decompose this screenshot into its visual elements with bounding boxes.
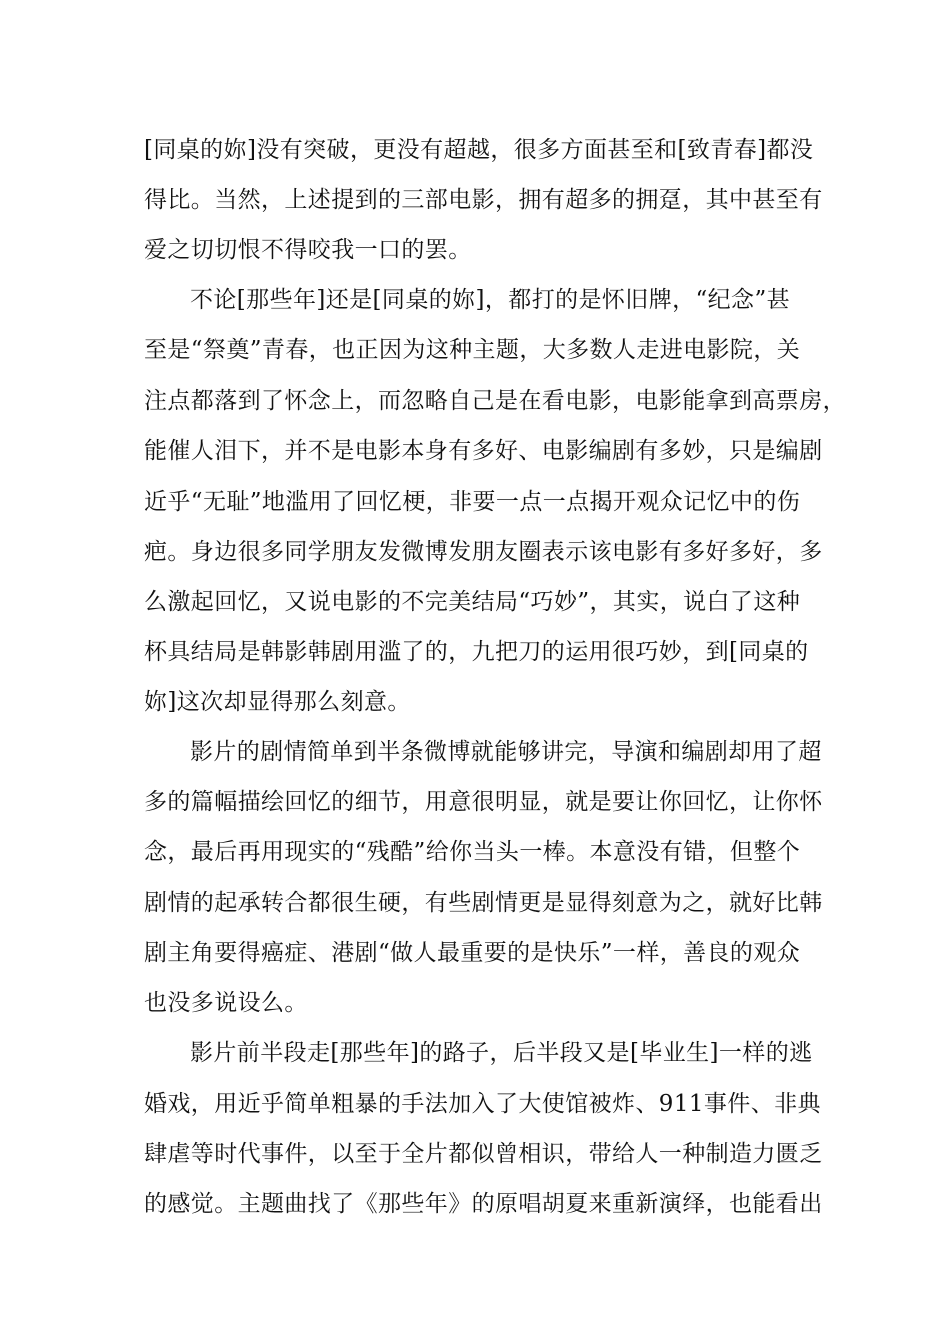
text-line: 念，最后再用现实的“残酷”给你当头一棒。本意没有错，但整个	[144, 839, 801, 865]
text-line: 剧情的起承转合都很生硬，有些剧情更是显得刻意为之，就好比韩	[144, 890, 823, 916]
text-line: 的感觉。主题曲找了《那些年》的原唱胡夏来重新演绎，也能看出	[144, 1191, 823, 1217]
text-line: 剧主角要得癌症、港剧“做人最重要的是快乐”一样，善良的观众	[144, 940, 801, 966]
text-line: 也没多说设么。	[144, 990, 308, 1016]
text-line: 多的篇幅描绘回忆的细节，用意很明显，就是要让你回忆，让你怀	[144, 789, 823, 815]
paragraph-first-line: 影片前半段走[那些年]的路子，后半段又是[毕业生]一样的逃	[190, 1040, 813, 1066]
paragraph-first-line: 不论[那些年]还是[同桌的妳]，都打的是怀旧牌，“纪念”甚	[190, 287, 791, 313]
paragraph-first-line: 影片的剧情简单到半条微博就能够讲完，导演和编剧却用了超	[190, 739, 822, 765]
text-line: 注点都落到了怀念上，而忽略自己是在看电影，电影能拿到高票房，	[144, 388, 846, 414]
text-line: 至是“祭奠”青春，也正因为这种主题，大多数人走进电影院，关	[144, 337, 801, 363]
text-line: 婚戏，用近乎简单粗暴的手法加入了大使馆被炸、911事件、非典	[144, 1091, 821, 1117]
text-line: 肆虐等时代事件，以至于全片都似曾相识，带给人一种制造力匮乏	[144, 1141, 823, 1167]
text-line: 么激起回忆，又说电影的不完美结局“巧妙”，其实，说白了这种	[144, 589, 801, 615]
text-line: 妳]这次却显得那么刻意。	[144, 689, 411, 715]
text-line: 得比。当然，上述提到的三部电影，拥有超多的拥趸，其中甚至有	[144, 187, 823, 213]
text-line: 爱之切切恨不得咬我一口的罢。	[144, 237, 472, 263]
text-line: 近乎“无耻”地滥用了回忆梗，非要一点一点揭开观众记忆中的伤	[144, 489, 801, 515]
text-line: 能催人泪下，并不是电影本身有多好、电影编剧有多妙，只是编剧	[144, 438, 823, 464]
text-line: 疤。身边很多同学朋友发微博发朋友圈表示该电影有多好多好，多	[144, 539, 823, 565]
text-line: 杯具结局是韩影韩剧用滥了的，九把刀的运用很巧妙，到[同桌的	[144, 639, 809, 665]
text-line: [同桌的妳]没有突破，更没有超越，很多方面甚至和[致青春]都没	[144, 137, 814, 163]
